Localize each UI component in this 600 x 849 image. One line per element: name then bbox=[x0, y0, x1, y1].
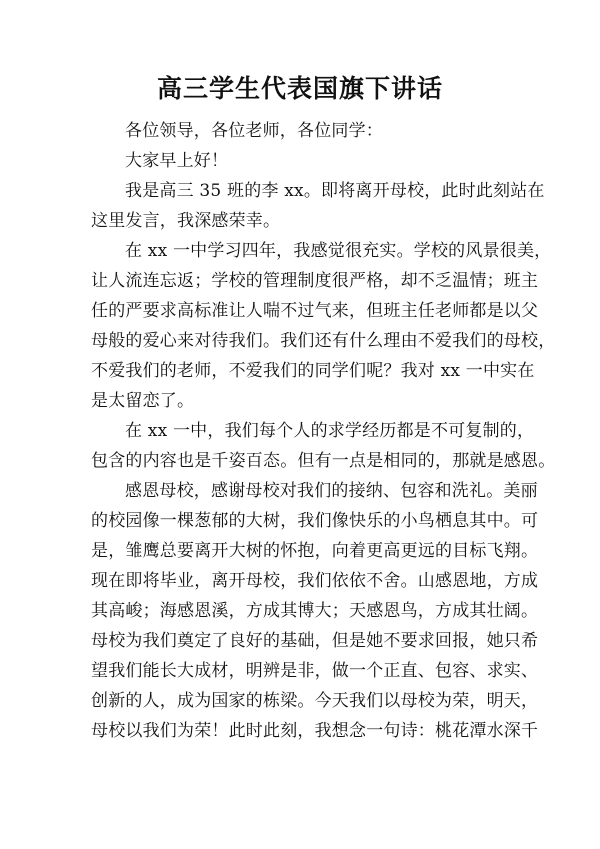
page-title: 高三学生代表国旗下讲话 bbox=[156, 74, 443, 103]
paragraph-line: 母般的爱心来对待我们。我们还有什么理由不爱我们的母校， bbox=[91, 331, 556, 351]
paragraph-line: 母校以我们为荣！此时此刻，我想念一句诗：桃花潭水深千 bbox=[91, 721, 539, 741]
speech-body bbox=[91, 116, 556, 746]
paragraph-line: 任的严要求高标准让人喘不过气来，但班主任老师都是以父 bbox=[91, 301, 539, 321]
paragraph-line: 现在即将毕业，离开母校，我们依依不舍。山感恩地，方成 bbox=[91, 571, 539, 591]
paragraph-line: 创新的人，成为国家的栋梁。今天我们以母校为荣，明天， bbox=[91, 691, 539, 711]
paragraph-line: 这里发言，我深感荣幸。 bbox=[91, 211, 281, 231]
paragraph-line: 包含的内容也是千姿百态。但有一点是相同的，那就是感恩。 bbox=[91, 451, 556, 471]
salutation-line: 各位领导，各位老师，各位同学： bbox=[125, 121, 383, 141]
paragraph-line: 的校园像一棵葱郁的大树，我们像快乐的小鸟栖息其中。可 bbox=[91, 511, 539, 531]
paragraph-line: 母校为我们奠定了良好的基础，但是她不要求回报，她只希 bbox=[91, 631, 539, 651]
greeting-line: 大家早上好！ bbox=[125, 151, 229, 171]
paragraph-line: 在 xx 一中，我们每个人的求学经历都是不可复制的， bbox=[125, 421, 535, 441]
paragraph-line: 是，雏鹰总要离开大树的怀抱，向着更高更远的目标飞翔。 bbox=[91, 541, 539, 561]
paragraph-line: 是太留恋了。 bbox=[91, 391, 195, 411]
paragraph-line: 让人流连忘返；学校的管理制度很严格，却不乏温情；班主 bbox=[91, 271, 539, 291]
paragraph-line: 感恩母校，感谢母校对我们的接纳、包容和洗礼。美丽 bbox=[125, 481, 538, 501]
paragraph-line: 我是高三 35 班的李 xx。即将离开母校，此时此刻站在 bbox=[125, 181, 545, 201]
paragraph-line: 望我们能长大成材，明辨是非，做一个正直、包容、求实、 bbox=[91, 661, 539, 681]
paragraph-line: 其高峻；海感恩溪，方成其博大；天感恩鸟，方成其壮阔。 bbox=[91, 601, 539, 621]
paragraph-line: 不爱我们的老师，不爱我们的同学们呢？我对 xx 一中实在 bbox=[91, 361, 535, 381]
paragraph-line: 在 xx 一中学习四年，我感觉很充实。学校的风景很美， bbox=[125, 241, 552, 261]
